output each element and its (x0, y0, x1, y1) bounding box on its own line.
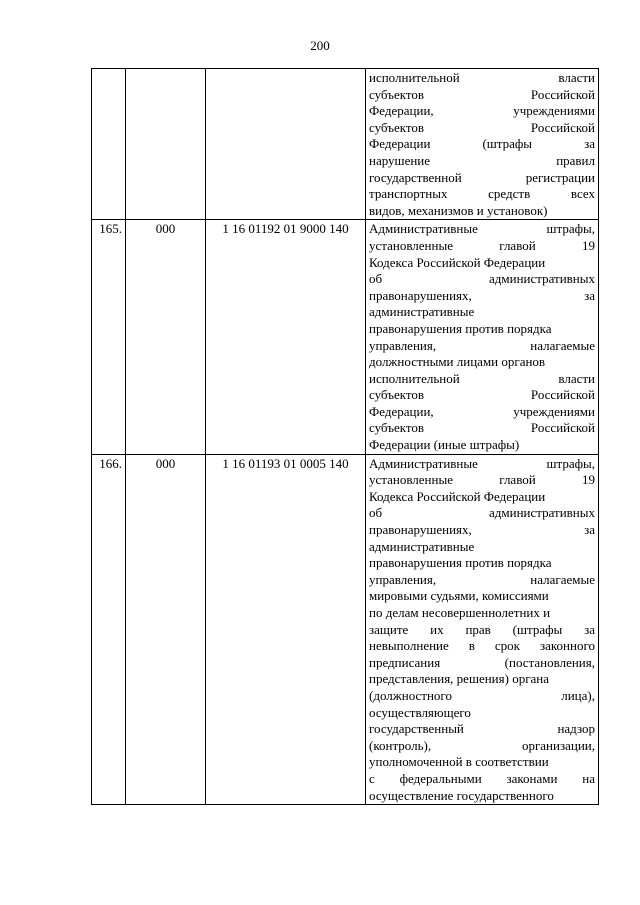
description-word: прав (465, 621, 491, 637)
description-word: уполномоченной в соответствии (369, 754, 549, 770)
table-row (92, 69, 599, 220)
description-word: Российской (530, 86, 595, 102)
description-word: их (430, 621, 444, 637)
description-word: установленные (369, 472, 453, 488)
description-word: предписания (369, 654, 441, 670)
description-word: защите (369, 621, 409, 637)
description-word: правил (556, 152, 595, 168)
budget-code-cell (206, 69, 366, 220)
description-word: Административные (369, 455, 478, 471)
description-word: учреждениями (513, 403, 595, 419)
description-word: Федерации (369, 136, 431, 152)
description-line (369, 671, 595, 688)
description-word: исполнительной (369, 70, 460, 85)
description-line (369, 87, 595, 104)
budget-classification-table (91, 68, 599, 805)
description-line (369, 170, 595, 187)
description-word: 19 (581, 237, 595, 253)
description-word: (контроль), (369, 737, 432, 753)
description-word: правонарушения против порядка (369, 555, 552, 571)
description-word: Федерации, (369, 403, 434, 419)
description-word: нарушение (369, 152, 431, 168)
description-word: должностными лицами органов (369, 354, 546, 370)
description-line (369, 103, 595, 120)
budget-code-cell: 1 16 01193 01 0005 140 (206, 454, 366, 804)
description-line (369, 304, 595, 321)
description-word: административные (369, 304, 475, 320)
budget-code-cell: 1 16 01192 01 9000 140 (206, 220, 366, 454)
description-line (369, 371, 595, 388)
description-word: штрафы, (546, 221, 595, 237)
description-line (369, 255, 595, 272)
description-word: срок (494, 638, 520, 654)
description-line (369, 221, 595, 238)
description-word: Административные (369, 221, 478, 237)
description-word: правонарушениях, (369, 287, 472, 303)
row-number-cell (92, 69, 126, 220)
description-word: Кодекса Российской Федерации (369, 254, 546, 270)
row-number-cell: 166. (92, 454, 126, 804)
description-word: субъектов (369, 387, 425, 403)
description-line (369, 136, 595, 153)
description-word: всех (570, 186, 595, 202)
description-word: осуществление государственного (369, 787, 554, 803)
description-word: мировыми судьями, комиссиями (369, 588, 549, 604)
description-word: за (584, 621, 595, 637)
description-word: налагаемые (530, 571, 595, 587)
description-cell (366, 220, 599, 454)
description-word: законами (506, 770, 558, 786)
description-word: средств (488, 186, 531, 202)
description-line (369, 288, 595, 305)
description-word: надзор (557, 721, 595, 737)
description-word: правонарушениях, (369, 522, 472, 538)
description-word: (штрафы (512, 621, 563, 637)
description-line (369, 338, 595, 355)
admin-code-cell: 000 (126, 454, 206, 804)
description-line (369, 489, 595, 506)
description-line (369, 622, 595, 639)
description-word: власти (558, 70, 595, 85)
description-line (369, 472, 595, 489)
description-word: лица), (561, 687, 595, 703)
description-word: за (584, 136, 595, 152)
description-word: об (369, 271, 383, 287)
description-word: Российской (530, 387, 595, 403)
description-word: субъектов (369, 86, 425, 102)
description-word: в (468, 638, 475, 654)
admin-code-cell (126, 69, 206, 220)
description-word: по делам несовершеннолетних и (369, 605, 551, 620)
description-line (369, 420, 595, 437)
description-word: управления, (369, 571, 437, 587)
description-word: (должностного (369, 687, 452, 703)
description-line (369, 788, 595, 805)
table-row (92, 454, 599, 804)
description-word: штрафы, (546, 455, 595, 471)
description-word: транспортных (369, 186, 448, 202)
description-line (369, 70, 595, 87)
description-word: на (582, 770, 595, 786)
description-word: об (369, 505, 383, 521)
description-line (369, 555, 595, 572)
description-word: главой (499, 237, 536, 253)
description-word: (штрафы (482, 136, 533, 152)
description-word: административные (369, 538, 475, 554)
description-line (369, 572, 595, 589)
page-number: 200 (310, 38, 330, 53)
description-word: учреждениями (513, 103, 595, 119)
description-line (369, 721, 595, 738)
description-word: Кодекса Российской Федерации (369, 488, 546, 504)
description-word: законного (539, 638, 595, 654)
description-word: правонарушения против порядка (369, 320, 552, 336)
description-line (369, 404, 595, 421)
description-word: за (584, 287, 595, 303)
description-cell (366, 454, 599, 804)
description-word: исполнительной (369, 370, 460, 386)
description-word: осуществляющего (369, 704, 471, 720)
description-line (369, 153, 595, 170)
description-word: (постановления, (504, 654, 595, 670)
description-word: Российской (530, 420, 595, 436)
row-number-cell: 165. (92, 220, 126, 454)
description-word: с (369, 770, 375, 786)
description-line (369, 688, 595, 705)
description-word: видов, механизмов и установок) (369, 202, 548, 218)
description-word: организации, (521, 737, 595, 753)
description-line (369, 186, 595, 203)
description-cell (366, 69, 599, 220)
description-line (369, 321, 595, 338)
description-word: административных (489, 505, 595, 521)
description-word: Российской (530, 119, 595, 135)
admin-code-cell: 000 (126, 220, 206, 454)
description-line (369, 437, 595, 454)
description-line (369, 605, 595, 622)
description-line (369, 203, 595, 220)
description-line (369, 754, 595, 771)
description-line (369, 738, 595, 755)
description-word: власти (558, 370, 595, 386)
description-line (369, 387, 595, 404)
description-word: Федерации (иные штрафы) (369, 437, 520, 453)
description-word: государственной (369, 169, 462, 185)
description-line (369, 771, 595, 788)
description-word: государственный (369, 721, 464, 737)
description-line (369, 271, 595, 288)
description-word: налагаемые (530, 337, 595, 353)
description-word: регистрации (525, 169, 595, 185)
description-line (369, 539, 595, 556)
description-word: установленные (369, 237, 453, 253)
description-word: субъектов (369, 119, 425, 135)
description-word: административных (489, 271, 595, 287)
description-line (369, 238, 595, 255)
description-line (369, 588, 595, 605)
description-word: главой (499, 472, 536, 488)
description-line (369, 505, 595, 522)
description-word: Федерации, (369, 103, 434, 119)
description-word: за (584, 522, 595, 538)
description-word: представления, решения) органа (369, 671, 550, 687)
description-line (369, 638, 595, 655)
description-line (369, 522, 595, 539)
description-line (369, 120, 595, 137)
description-line (369, 705, 595, 722)
description-line (369, 354, 595, 371)
description-word: невыполнение (369, 638, 449, 654)
description-word: 19 (581, 472, 595, 488)
description-line (369, 456, 595, 473)
description-line (369, 655, 595, 672)
description-word: федеральными (399, 770, 482, 786)
description-word: субъектов (369, 420, 425, 436)
table-row (92, 220, 599, 454)
description-word: управления, (369, 337, 437, 353)
